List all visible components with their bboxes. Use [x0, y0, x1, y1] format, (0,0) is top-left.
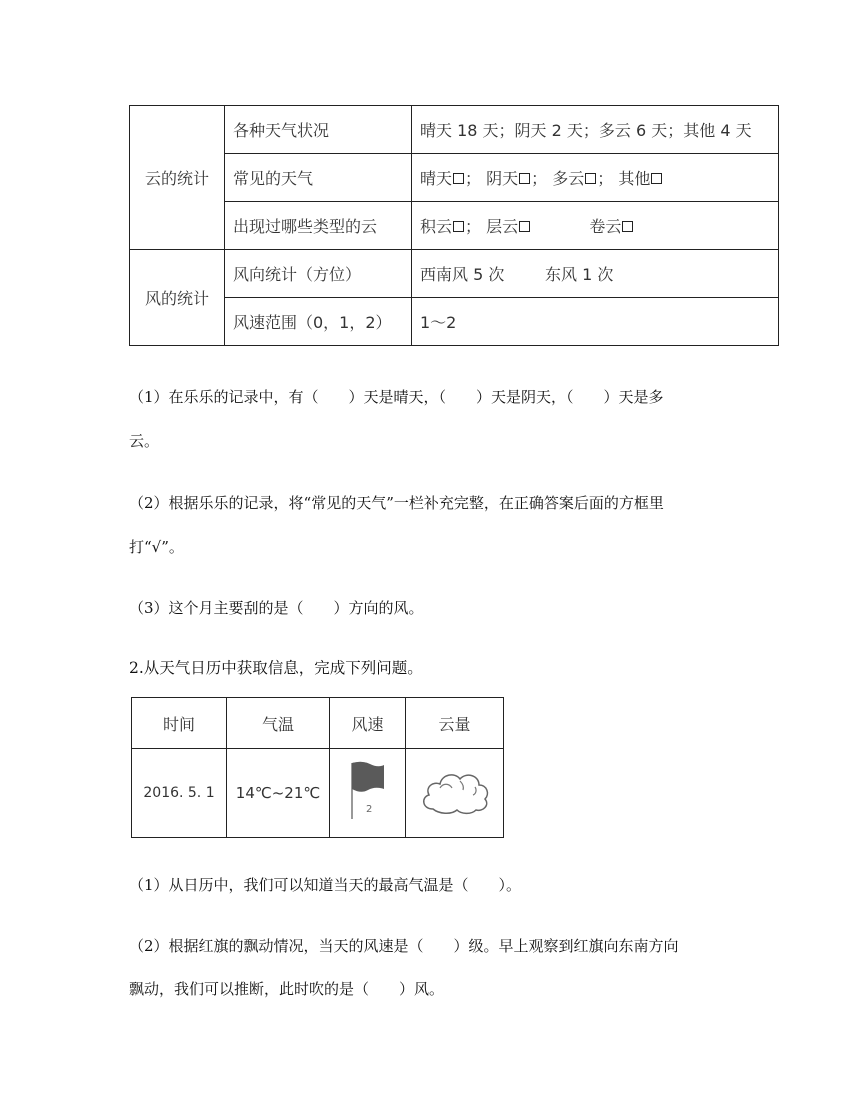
flag-number: 2 — [365, 804, 372, 815]
row-label-cloud-types: 出现过哪些类型的云 — [225, 202, 412, 250]
cell-wind-flag — [330, 749, 406, 838]
row-label-common-weather: 常见的天气 — [225, 154, 412, 202]
flag-icon — [348, 759, 388, 823]
question-1-2-line2: 打“√”。 — [129, 538, 184, 556]
row-value-common-weather: 晴天 ； 阴天 ； 多云 ； 其他 — [412, 154, 779, 202]
weather-statistics-table — [129, 105, 779, 346]
row-label-weather-status: 各种天气状况 — [225, 106, 412, 154]
question-1-2-line1: （2）根据乐乐的记录，将“常见的天气”一栏补充完整，在正确答案后面的方框里 — [129, 494, 664, 512]
option-cumulus: 积云 — [420, 217, 453, 236]
cloud-icon — [419, 765, 491, 817]
section-2-title: 2.从天气日历中获取信息，完成下列问题。 — [129, 659, 423, 677]
checkbox-cirrus[interactable] — [622, 221, 633, 232]
header-time: 时间 — [132, 698, 227, 749]
question-2-2-line1: （2）根据红旗的飘动情况，当天的风速是（ ）级。早上观察到红旗向东南方向 — [129, 937, 679, 955]
question-1-3: （3）这个月主要刮的是（ ）方向的风。 — [129, 599, 424, 617]
question-2-2-line2: 飘动，我们可以推断，此时吹的是（ ）风。 — [129, 980, 445, 998]
row-value-cloud-types: 积云 ； 层云 卷云 — [412, 202, 779, 250]
option-overcast: 阴天 — [486, 169, 519, 188]
checkbox-cloudy[interactable] — [585, 173, 596, 184]
category-cloud: 云的统计 — [130, 106, 225, 250]
header-wind-speed: 风速 — [330, 698, 406, 749]
header-temperature: 气温 — [227, 698, 330, 749]
question-1-1-line2: 云。 — [129, 432, 160, 450]
row-label-wind-speed: 风速范围（0，1，2） — [225, 298, 412, 346]
cell-date: 2016. 5. 1 — [132, 749, 227, 838]
row-value-wind-direction: 西南风 5 次 东风 1 次 — [412, 250, 779, 298]
checkbox-sunny[interactable] — [453, 173, 464, 184]
weather-calendar-table — [131, 697, 504, 838]
row-value-wind-speed: 1～2 — [412, 298, 779, 346]
question-1-1-line1: （1）在乐乐的记录中，有（ ）天是晴天，（ ）天是阴天，（ ）天是多 — [129, 388, 664, 406]
checkbox-stratus[interactable] — [519, 221, 530, 232]
option-cirrus: 卷云 — [589, 217, 622, 236]
cell-temperature: 14℃~21℃ — [227, 749, 330, 838]
option-sunny: 晴天 — [420, 169, 453, 188]
option-other: 其他 — [618, 169, 651, 188]
option-stratus: 层云 — [486, 217, 519, 236]
header-cloud-cover: 云量 — [406, 698, 504, 749]
cell-cloud — [406, 749, 504, 838]
row-label-wind-direction: 风向统计（方位） — [225, 250, 412, 298]
checkbox-other[interactable] — [651, 173, 662, 184]
row-value-weather-status: 晴天 18 天；阴天 2 天；多云 6 天；其他 4 天 — [412, 106, 779, 154]
question-2-1: （1）从日历中，我们可以知道当天的最高气温是（ ）。 — [129, 876, 522, 894]
category-wind: 风的统计 — [130, 250, 225, 346]
checkbox-overcast[interactable] — [519, 173, 530, 184]
option-cloudy: 多云 — [552, 169, 585, 188]
checkbox-cumulus[interactable] — [453, 221, 464, 232]
